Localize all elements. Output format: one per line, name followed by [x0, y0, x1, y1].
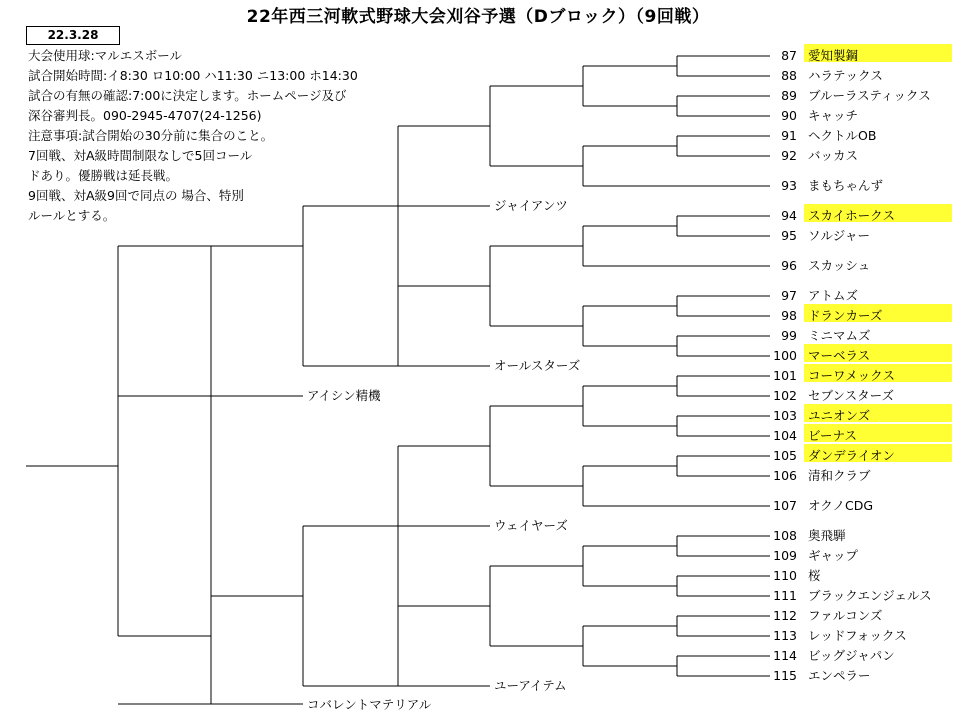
- note-line-3: 試合の有無の確認:7:00に決定します。ホームページ及び: [28, 88, 347, 103]
- team-number: 103: [773, 408, 797, 423]
- team-name: 清和クラブ: [808, 468, 871, 483]
- team-name: マーベラス: [808, 348, 871, 363]
- team-number: 97: [781, 288, 797, 303]
- team-number: 87: [781, 48, 797, 63]
- team-number: 102: [773, 388, 797, 403]
- team-number: 109: [773, 548, 797, 563]
- team-number: 108: [773, 528, 797, 543]
- team-number: 104: [773, 428, 797, 443]
- note-line-7: ドあり。優勝戦は延長戦。: [28, 168, 179, 183]
- date-box: 22.3.28: [26, 26, 120, 45]
- team-name: 奥飛騨: [808, 528, 846, 543]
- team-number: 113: [773, 628, 797, 643]
- team-number: 105: [773, 448, 797, 463]
- note-line-8: 9回戦、対A級9回で同点の 場合、特別: [28, 188, 244, 203]
- team-name: エンペラー: [808, 668, 871, 683]
- note-line-9: ルールとする。: [28, 208, 116, 223]
- team-name: ミニマムズ: [808, 328, 871, 343]
- team-number: 94: [781, 208, 797, 223]
- winner-label-wayers: ウェイヤーズ: [494, 518, 568, 533]
- team-number: 95: [781, 228, 797, 243]
- team-name: ビッグジャパン: [808, 648, 895, 663]
- note-line-6: 7回戦、対A級時間制限なしで5回コール: [28, 148, 253, 163]
- team-name: スカイホークス: [808, 208, 896, 223]
- team-number: 98: [781, 308, 797, 323]
- team-name: ハラテックス: [808, 68, 883, 83]
- team-number: 92: [781, 148, 797, 163]
- winner-label-allstars: オールスターズ: [494, 358, 581, 373]
- team-name: 愛知製鋼: [808, 48, 859, 63]
- note-line-5: 注意事項:試合開始の30分前に集合のこと。: [28, 128, 274, 143]
- winner-label-giants: ジャイアンツ: [494, 198, 568, 213]
- note-line-1: 大会使用球:マルエスボール: [28, 48, 182, 63]
- team-name: セブンスターズ: [808, 388, 895, 403]
- team-name: ギャップ: [808, 548, 859, 563]
- team-name: スカッシュ: [808, 258, 871, 273]
- team-number: 100: [773, 348, 797, 363]
- team-number: 91: [781, 128, 797, 143]
- team-name: ブルーラスティックス: [808, 88, 931, 103]
- team-number: 106: [773, 468, 797, 483]
- team-number: 112: [773, 608, 797, 623]
- team-name: コーワメックス: [808, 368, 896, 383]
- team-number: 101: [773, 368, 797, 383]
- team-name: まもちゃんず: [808, 178, 884, 193]
- team-name: ファルコンズ: [808, 608, 883, 623]
- note-line-4: 深谷審判長。090-2945-4707(24-1256): [28, 108, 262, 123]
- team-name: ヘクトルOB: [808, 128, 877, 143]
- team-name: ドランカーズ: [808, 308, 883, 323]
- team-name: ソルジャー: [808, 228, 870, 243]
- winner-label-kobalent: コバレントマテリアル: [307, 697, 432, 712]
- team-name: ユニオンズ: [808, 408, 871, 423]
- team-number: 111: [773, 588, 797, 603]
- team-name: ダンデライオン: [808, 448, 895, 463]
- team-name: ビーナス: [808, 428, 858, 443]
- team-number: 90: [781, 108, 797, 123]
- team-name: レッドフォックス: [808, 628, 907, 643]
- team-number: 107: [773, 498, 797, 513]
- winner-label-aisin: アイシン精機: [307, 388, 381, 403]
- page-title: 22年西三河軟式野球大会刈谷予選（Dブロック）（9回戦）: [246, 7, 710, 27]
- team-number: 96: [781, 258, 797, 273]
- team-name: 桜: [808, 568, 821, 583]
- team-number: 93: [781, 178, 797, 193]
- winner-label-uitem: ユーアイテム: [494, 678, 567, 693]
- team-number: 110: [773, 568, 797, 583]
- team-number: 88: [781, 68, 797, 83]
- team-number: 89: [781, 88, 797, 103]
- team-number: 99: [781, 328, 797, 343]
- team-name: キャッチ: [808, 108, 859, 123]
- team-name: ブラックエンジェルス: [808, 588, 932, 603]
- team-number: 115: [773, 668, 797, 683]
- note-line-2: 試合開始時間:イ8:30 ロ10:00 ハ11:30 ニ13:00 ホ14:30: [28, 68, 358, 83]
- team-number: 114: [773, 648, 797, 663]
- team-name: オクノCDG: [808, 498, 874, 513]
- team-name: バッカス: [808, 148, 859, 163]
- team-name: アトムズ: [808, 288, 859, 303]
